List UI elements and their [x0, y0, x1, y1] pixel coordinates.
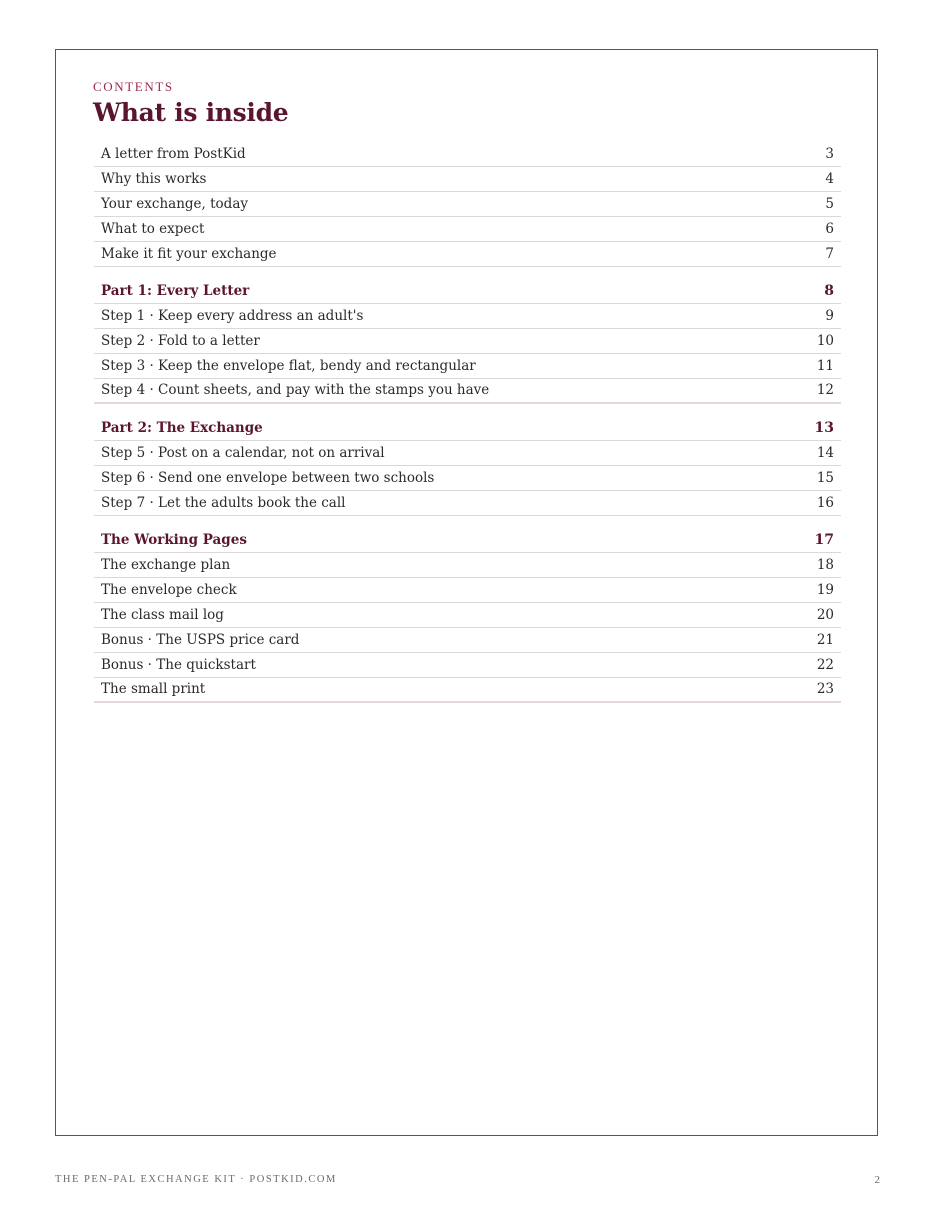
toc-entry-label: The exchange plan: [101, 557, 231, 573]
toc-entry-page: 6: [825, 221, 834, 237]
toc-entry[interactable]: [94, 466, 841, 491]
toc-entry[interactable]: [94, 603, 841, 628]
toc-entry-page: 18: [816, 557, 834, 573]
toc-part-label: Part 2: The Exchange: [101, 420, 263, 436]
toc-entry[interactable]: [94, 678, 841, 703]
toc-entry-label: Step 5 · Post on a calendar, not on arrival: [101, 445, 385, 461]
toc-entry-page: 4: [825, 171, 834, 187]
toc-entry-page: 15: [816, 470, 834, 486]
toc-entry-label: The small print: [101, 681, 206, 697]
toc-entry-label: What to expect: [101, 221, 205, 237]
toc-entry[interactable]: [94, 142, 841, 167]
toc-entry[interactable]: [94, 167, 841, 192]
toc-entry-page: 3: [825, 146, 834, 162]
footer-running-title: THE PEN-PAL EXCHANGE KIT · POSTKID.COM: [55, 1174, 337, 1185]
toc-entry-page: 10: [816, 333, 834, 349]
toc-entry-label: The envelope check: [101, 582, 237, 598]
toc-part-heading-every-letter[interactable]: [94, 279, 841, 304]
toc-entry[interactable]: [94, 304, 841, 329]
toc-part-heading-the-exchange[interactable]: [94, 416, 841, 441]
toc-part-page: 17: [814, 532, 834, 548]
toc-entry-page: 23: [816, 681, 834, 697]
toc-entry-page: 12: [816, 382, 834, 398]
toc-entry[interactable]: [94, 354, 841, 379]
toc-part-heading-working-pages[interactable]: [94, 528, 841, 553]
toc-entry-page: 19: [816, 582, 834, 598]
toc-entry-label: Why this works: [101, 171, 207, 187]
toc-part-label: Part 1: Every Letter: [101, 283, 250, 299]
toc-part-label: The Working Pages: [101, 532, 247, 548]
table-of-contents: [94, 142, 841, 703]
toc-entry[interactable]: [94, 491, 841, 516]
toc-entry[interactable]: [94, 329, 841, 354]
toc-entry-label: Step 6 · Send one envelope between two schools: [101, 470, 435, 486]
toc-part-page: 8: [824, 283, 834, 299]
toc-entry-page: 21: [816, 632, 834, 648]
toc-entry-label: Step 4 · Count sheets, and pay with the stamps you have: [101, 382, 490, 398]
toc-entry-label: Make it fit your exchange: [101, 246, 277, 262]
toc-entry-page: 5: [825, 196, 834, 212]
toc-entry[interactable]: [94, 578, 841, 603]
toc-entry-page: 16: [816, 495, 834, 511]
footer-page-number: 2: [874, 1174, 880, 1186]
toc-entry-label: Step 1 · Keep every address an adult's: [101, 308, 364, 324]
toc-entry-page: 11: [816, 358, 834, 374]
toc-entry[interactable]: [94, 653, 841, 678]
toc-entry-label: Your exchange, today: [101, 196, 248, 212]
toc-entry[interactable]: [94, 217, 841, 242]
toc-entry-page: 9: [825, 308, 834, 324]
section-eyebrow: CONTENTS: [93, 79, 174, 94]
toc-entry[interactable]: [94, 192, 841, 217]
page-title: What is inside: [93, 98, 289, 127]
toc-entry-label: Bonus · The quickstart: [101, 657, 256, 673]
toc-entry-page: 20: [816, 607, 834, 623]
toc-entry-label: Bonus · The USPS price card: [101, 632, 300, 648]
toc-entry[interactable]: [94, 242, 841, 267]
toc-entry[interactable]: [94, 379, 841, 404]
toc-entry-label: A letter from PostKid: [101, 146, 246, 162]
toc-entry-label: Step 2 · Fold to a letter: [101, 333, 260, 349]
toc-entry[interactable]: [94, 628, 841, 653]
toc-entry-label: Step 3 · Keep the envelope flat, bendy and rectangular: [101, 358, 476, 374]
toc-entry[interactable]: [94, 553, 841, 578]
toc-entry-label: The class mail log: [101, 607, 224, 623]
toc-entry-page: 7: [825, 246, 834, 262]
toc-entry-page: 14: [816, 445, 834, 461]
toc-entry-page: 22: [816, 657, 834, 673]
toc-entry-label: Step 7 · Let the adults book the call: [101, 495, 346, 511]
toc-part-page: 13: [814, 420, 834, 436]
toc-entry[interactable]: [94, 441, 841, 466]
